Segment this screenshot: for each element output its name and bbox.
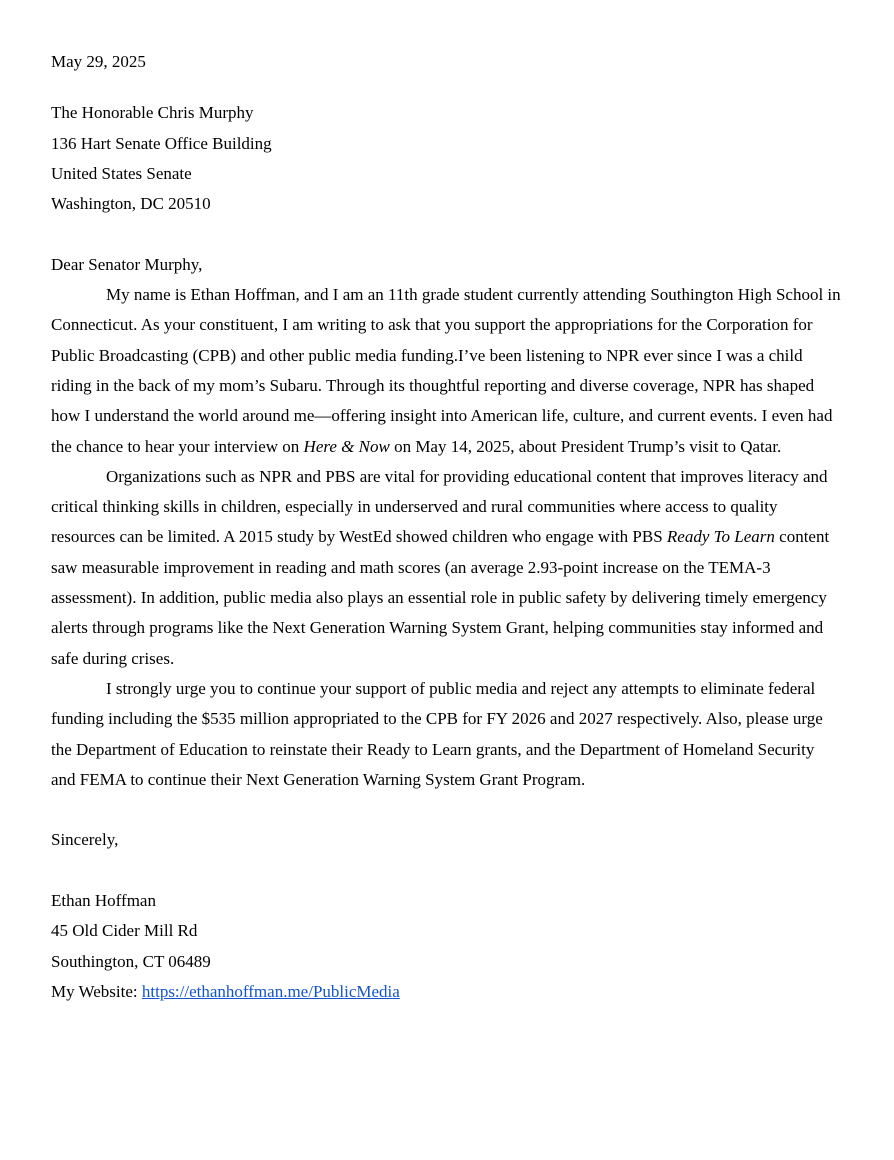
website-link[interactable]: https://ethanhoffman.me/PublicMedia [141, 981, 400, 1001]
body-paragraph-2: Organizations such as NPR and PBS are vital for providing educational content that improves literacy and critical thinking skills in children, especially in underserved and rural communities where access to quality resources can be limited. A 2015 study by WestEd showed children who engage with PBS Ready To Learn content saw measurable improvement in reading and math scores (an average 2.93-point increase on the TEMA-3 assessment). In addition, public media also plays an essential role in public safety by delivering timely emergency alerts through programs like the Next Generation Warning System Grant, helping communities stay informed and safe during crises. [51, 466, 830, 668]
body-paragraph-1: My name is Ethan Hoffman, and I am an 11th grade student currently attending Southington High School in Connecticut. As your constituent, I am writing to ask that you support the appropriations for the Corporation for Public Broadcasting (CPB) and other public media funding.I’ve been listening to NPR ever since I was a child riding in the back of my mom’s Subaru. Through its thoughtful reporting and diverse coverage, NPR has shaped how I understand the world around me—offering insight into American life, culture, and current events. I even had the chance to hear your interview on Here & Now on May 14, 2025, about President Trump’s visit to Qatar. [51, 285, 841, 456]
spacer [51, 77, 843, 98]
spacer [51, 219, 843, 249]
recipient-city: Washington, DC 20510 [51, 194, 211, 214]
website-line [51, 977, 843, 1007]
signature-city: Southington, CT 06489 [51, 951, 211, 971]
date-line: May 29, 2025 [51, 52, 146, 71]
closing: Sincerely, [51, 830, 119, 850]
recipient-name: The Honorable Chris Murphy [51, 103, 254, 123]
body-paragraph-3: I strongly urge you to continue your support of public media and reject any attempts to eliminate federal funding including the $535 million appropriated to the CPB for FY 2026 and 2027 respectively. Also, please urge the Department of Education to reinstate their Ready to Learn grants, and the Department of Homeland Security and FEMA to continue their Next Generation Warning System Grant Program. [51, 678, 823, 789]
signature-name: Ethan Hoffman [51, 891, 156, 911]
spacer [51, 856, 843, 886]
recipient-street: 136 Hart Senate Office Building [51, 133, 272, 153]
signature-street: 45 Old Cider Mill Rd [51, 921, 198, 941]
recipient-org: United States Senate [51, 163, 192, 183]
spacer [51, 795, 843, 825]
website-label: My Website: [51, 981, 142, 1001]
salutation: Dear Senator Murphy, [51, 254, 203, 274]
